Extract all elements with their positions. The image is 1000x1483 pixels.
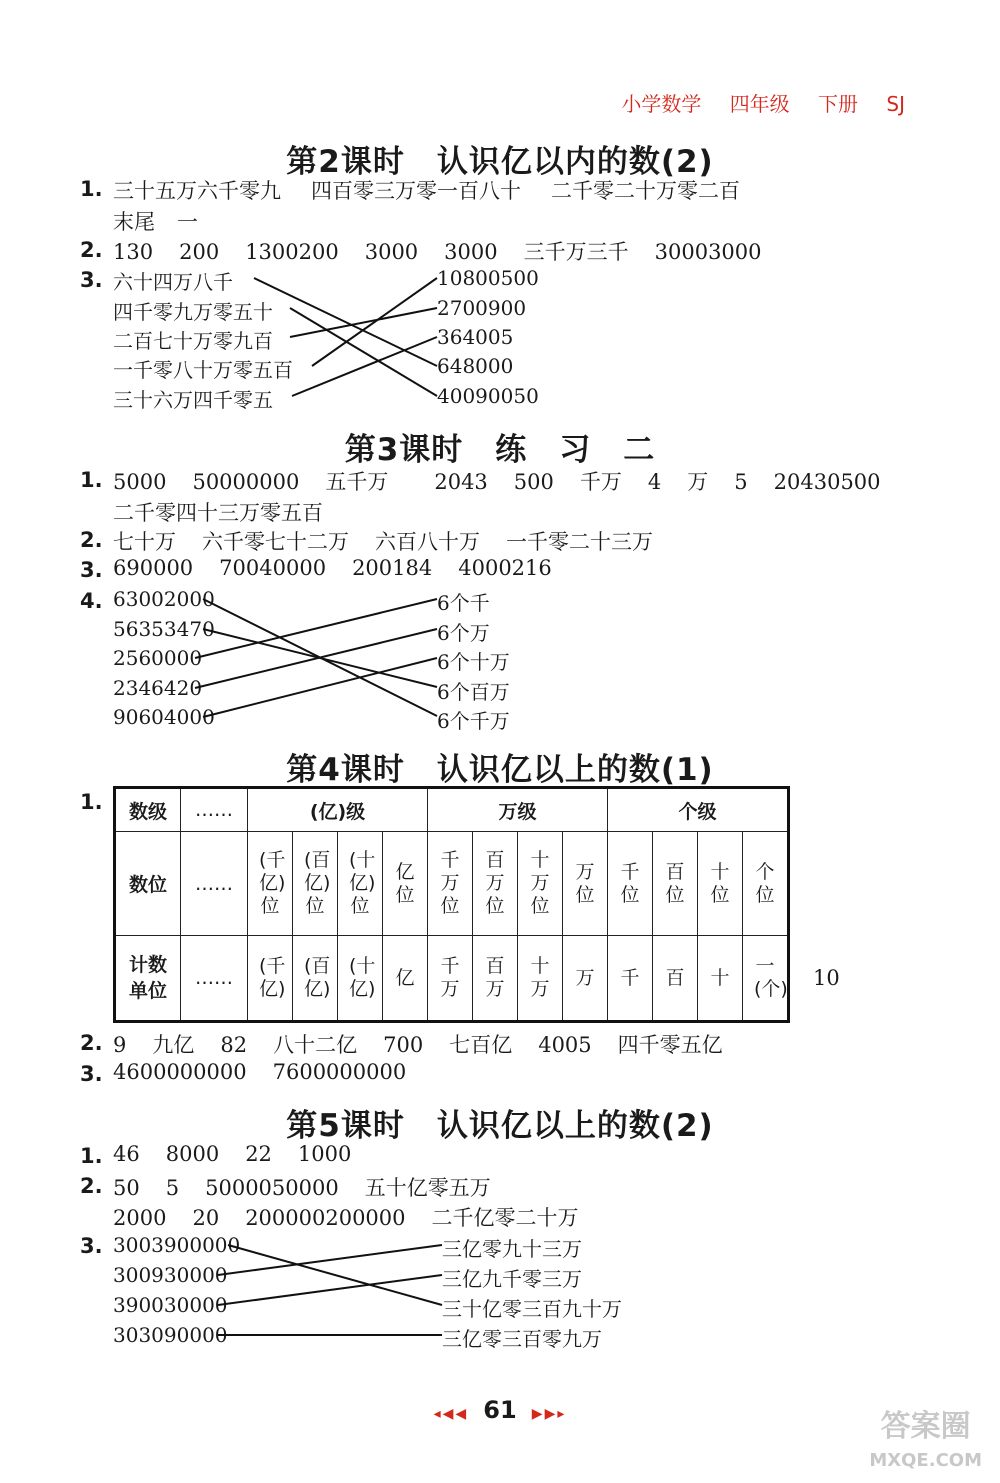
answer-line: [113, 1142, 377, 1166]
table-cell: 百位: [665, 860, 685, 906]
q-number: 3.: [80, 1234, 103, 1258]
q-number: 3.: [80, 268, 103, 292]
match-left: 303090000: [113, 1323, 228, 1347]
table-cell: 亿: [395, 966, 415, 989]
table-cell: 万: [575, 966, 595, 989]
q-number: 3.: [80, 1062, 103, 1086]
answer: 82: [220, 1033, 248, 1057]
table-cell: 千万: [440, 955, 460, 1000]
match-line: [218, 1275, 442, 1305]
match-line: [254, 278, 437, 366]
table-cell: (百亿): [304, 955, 331, 1000]
answer: 46: [113, 1142, 140, 1166]
answer: 一: [177, 210, 198, 234]
q-number: 2.: [80, 528, 103, 552]
match-left: 2346420: [113, 676, 203, 700]
table-cell: ……: [181, 936, 248, 1022]
answer-line: [113, 466, 907, 496]
match-line: [290, 308, 437, 396]
table-cell: (十亿)位: [349, 849, 376, 917]
table-cell: 个级: [608, 788, 789, 832]
answer: 4005: [538, 1033, 592, 1057]
table-cell: 百: [665, 966, 685, 989]
answer: 200000200000: [245, 1206, 406, 1230]
answer: 50: [113, 1176, 140, 1200]
table-cell: (百亿)位: [304, 849, 331, 917]
answer: 5000: [113, 470, 167, 494]
left-arrows-icon: ◂◀◀: [433, 1406, 469, 1422]
page-footer: [0, 1396, 1000, 1424]
answer: 七十万: [113, 530, 176, 554]
match-right: 6个千万: [437, 709, 510, 733]
match-line: [203, 599, 437, 716]
match-left: 二百七十万零九百: [113, 329, 273, 353]
match-line: [312, 278, 437, 366]
answer: 20: [192, 1206, 220, 1230]
table-cell: 一(个): [754, 955, 788, 1000]
answer-line: [113, 1172, 517, 1202]
q-number: 1.: [80, 790, 103, 814]
match-line: [228, 1245, 442, 1305]
answer-line: [113, 526, 679, 556]
table-cell: 十万位: [530, 849, 550, 917]
answer: 2000: [113, 1206, 167, 1230]
answer-line: [113, 206, 224, 236]
table-cell: (千亿)位: [259, 849, 286, 917]
answer: 30003000: [654, 240, 762, 264]
table-cell: 千万位: [440, 849, 460, 917]
table-cell: 数位: [115, 832, 181, 936]
match-left: 四千零九万零五十: [113, 300, 273, 324]
match-line: [290, 308, 437, 337]
page-number: 61: [483, 1396, 517, 1424]
table-cell: 十: [710, 966, 730, 989]
table-cell: (亿)级: [248, 788, 428, 832]
answer: 5000050000: [205, 1176, 339, 1200]
match-right: 三亿零三百零九万: [442, 1327, 602, 1351]
table-cell: 千: [620, 966, 640, 989]
table-cell: 计数单位: [128, 954, 167, 1002]
q-number: 2.: [80, 1031, 103, 1055]
section-title-lesson4: 第4课时 认识亿以上的数(1): [286, 752, 714, 788]
table-cell: 百万位: [485, 849, 505, 917]
answer: 五十亿零五万: [364, 1176, 491, 1200]
answer: 1300200: [245, 240, 339, 264]
watermark-text: 答案圈: [880, 1409, 971, 1444]
watermark-url: MXQE.COM: [869, 1450, 982, 1471]
table-cell: (千亿): [259, 955, 286, 1000]
match-line: [218, 1245, 442, 1275]
match-right: 6个百万: [437, 680, 510, 704]
match-right: 三十亿零三百九十万: [442, 1297, 622, 1321]
match-left: 三十六万四千零五: [113, 388, 273, 412]
answer: 5: [165, 1176, 180, 1200]
answer: 200184: [352, 556, 433, 580]
match-right: 2700900: [437, 296, 527, 320]
answer: 4: [647, 470, 662, 494]
answer: 末尾: [113, 210, 155, 234]
answer: 二千亿零二十万: [431, 1206, 579, 1230]
match-line: [195, 629, 437, 688]
answer: 五千万: [325, 470, 389, 494]
q-number: 1.: [80, 468, 103, 492]
answer: 八十二亿: [273, 1033, 358, 1057]
header-volume: 下册: [818, 92, 859, 116]
table-cell: ……: [181, 832, 248, 936]
answer: 六百八十万: [375, 530, 480, 554]
match-right: 648000: [437, 354, 514, 378]
q-number: 2.: [80, 238, 103, 262]
answer: 4600000000: [113, 1060, 247, 1084]
answer: 50000000: [192, 470, 300, 494]
match-right: 6个千: [437, 591, 490, 615]
match-line: [203, 629, 437, 687]
table-cell: 数级: [115, 788, 181, 832]
answer-line: [113, 1202, 605, 1232]
section-title-lesson2: 第2课时 认识亿以内的数(2): [286, 144, 714, 180]
header-subject: 小学数学: [621, 92, 702, 116]
answer-line: [113, 1029, 749, 1059]
table-cell: ……: [181, 788, 248, 832]
match-left: 3003900000: [113, 1233, 241, 1257]
side-note: 10: [813, 966, 840, 990]
answer: 2043: [434, 470, 488, 494]
table-cell: 千位: [620, 860, 640, 906]
answer-line: [113, 175, 766, 205]
answer: 70040000: [219, 556, 327, 580]
match-left: 390030000: [113, 1293, 228, 1317]
place-value-table: [113, 786, 790, 1023]
table-cell: 百万: [485, 955, 505, 1000]
answer: 690000: [113, 556, 194, 580]
match-right: 10800500: [437, 266, 539, 290]
book-header: [607, 88, 905, 117]
table-cell: 十万: [530, 955, 550, 1000]
answer-line: [113, 556, 578, 580]
match-left: 63002000: [113, 587, 215, 611]
match-line: [292, 337, 437, 396]
answer: 200: [179, 240, 220, 264]
match-left: 300930000: [113, 1263, 228, 1287]
answer: 5: [734, 470, 748, 494]
section-title-lesson3: 第3课时 练 习 二: [344, 432, 656, 468]
table-cell: (十亿): [349, 955, 376, 1000]
answer: 700: [383, 1033, 424, 1057]
answer: 千万: [579, 470, 622, 494]
answer: 8000: [165, 1142, 220, 1166]
table-cell: 十位: [710, 860, 730, 906]
match-left: 六十四万八千: [113, 270, 233, 294]
match-left: 2560000: [113, 646, 203, 670]
table-cell: 万位: [575, 860, 595, 906]
answer: 1000: [297, 1142, 352, 1166]
answer: 三十五万六千零九: [113, 179, 281, 203]
match-right: 三亿零九十三万: [442, 1237, 582, 1261]
answer: 九亿: [152, 1033, 195, 1057]
answer: 3000: [364, 240, 419, 264]
answer: 二千零四十三万零五百: [113, 501, 323, 525]
answer: 7600000000: [272, 1060, 407, 1084]
answer: 20430500: [773, 470, 881, 494]
header-edition: SJ: [886, 92, 905, 116]
match-line: [195, 599, 437, 658]
answer: 4000216: [458, 556, 552, 580]
answer: 9: [113, 1033, 127, 1057]
answer-line: [113, 1060, 432, 1084]
match-right: 6个十万: [437, 650, 510, 674]
answer: 3000: [444, 240, 498, 264]
answer: 六千零七十二万: [202, 530, 349, 554]
q-number: 1.: [80, 1144, 103, 1168]
q-number: 3.: [80, 558, 103, 582]
match-right: 三亿九千零三万: [442, 1267, 582, 1291]
match-left: 56353470: [113, 617, 215, 641]
answer: 二千零二十万零二百: [551, 179, 740, 203]
match-right: 364005: [437, 325, 514, 349]
match-line: [203, 658, 437, 717]
q-number: 4.: [80, 589, 103, 613]
match-right: 6个万: [437, 621, 490, 645]
section-title-lesson5: 第5课时 认识亿以上的数(2): [286, 1108, 714, 1144]
answer: 七百亿: [449, 1033, 513, 1057]
answer: 三千万三千: [523, 240, 629, 264]
q-number: 2.: [80, 1174, 103, 1198]
table-cell: 万级: [428, 788, 608, 832]
answer: 22: [245, 1142, 272, 1166]
watermark-logo: [869, 1410, 982, 1478]
answer: 四百零三万零一百八十: [311, 179, 521, 203]
answer: 130: [113, 240, 154, 264]
answer: 500: [513, 470, 554, 494]
table-cell: 亿位: [395, 860, 415, 906]
q-number: 1.: [80, 177, 103, 201]
answer: 万: [687, 470, 709, 494]
answer: 四千零五亿: [617, 1033, 723, 1057]
match-left: 90604000: [113, 705, 215, 729]
header-grade: 四年级: [729, 92, 790, 116]
answer-line: [113, 236, 788, 266]
table-cell: 个位: [755, 860, 775, 906]
answer: 一千零二十三万: [506, 530, 653, 554]
right-arrows-icon: ▶▶▸: [531, 1406, 567, 1422]
match-left: 一千零八十万零五百: [113, 358, 293, 382]
match-right: 40090050: [437, 384, 539, 408]
